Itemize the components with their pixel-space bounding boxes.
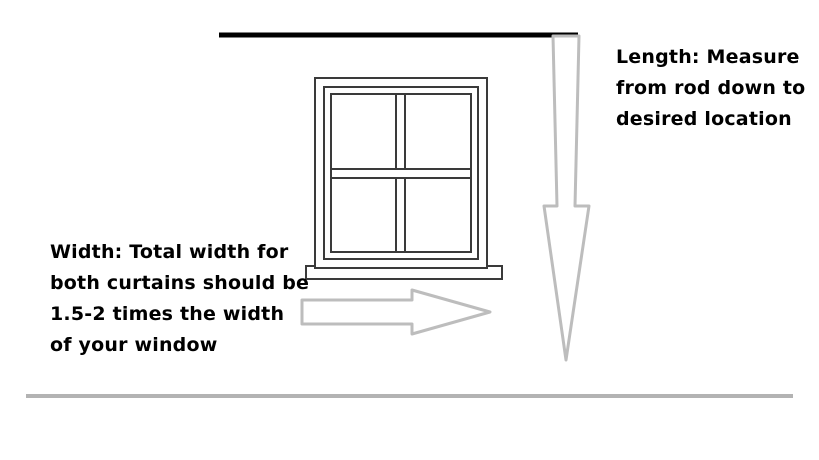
length-annotation: Length: Measure from rod down to desired location xyxy=(616,46,806,130)
width-annotation: Width: Total width for both curtains should be 1.5-2 times the width of your window xyxy=(50,241,310,356)
width-arrow xyxy=(302,290,490,334)
length-arrow xyxy=(544,36,589,360)
window-mullion-horizontal xyxy=(331,169,471,178)
